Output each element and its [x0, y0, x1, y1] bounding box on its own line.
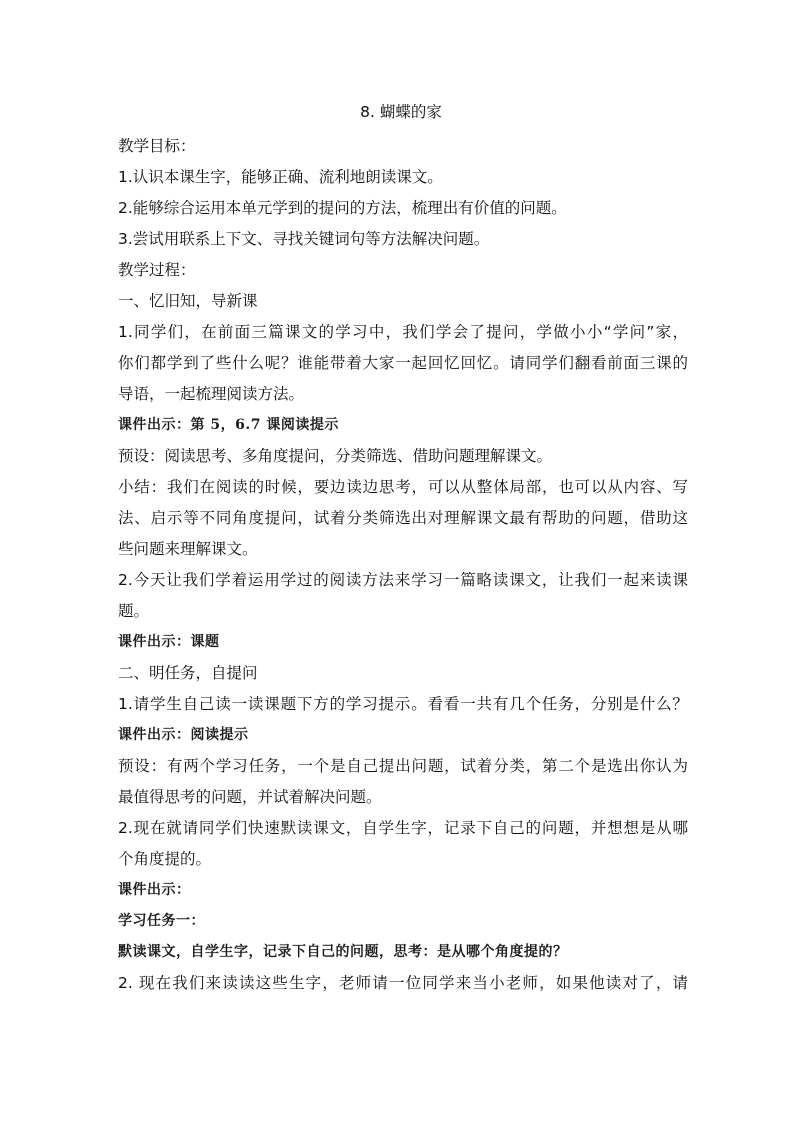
text-line-courseware: 课件出示：阅读提示 [118, 727, 249, 743]
text-line-courseware: 课件出示：课题 [118, 634, 220, 650]
document-title-text: 8. 蝴蝶的家 [360, 103, 442, 121]
text-line: 1.请学生自己读一读课题下方的学习提示。看看一共有几个任务，分别是什么？ [118, 695, 688, 713]
text-line: 导语，一起梳理阅读方法。 [118, 385, 305, 403]
text-line: 预设：阅读思考、多角度提问，分类筛选、借助问题理解课文。 [118, 447, 553, 465]
text-line: 2.现在就请同学们快速默读课文，自学生字，记录下自己的问题，并想想是从哪 [118, 819, 688, 837]
text-line-courseware: 课件出示： [118, 882, 191, 898]
text-line: 教学目标： [118, 137, 196, 155]
text-line: 2. 现在我们来读读这些生字，老师请一位同学来当小老师，如果他读对了，请 [118, 974, 688, 992]
text-line: 3.尝试用联系上下文、寻找关键词句等方法解决问题。 [118, 230, 490, 248]
text-line: 法、启示等不同角度提问，试着分类筛选出对理解课文最有帮助的问题，借助这 [118, 509, 688, 527]
text-line: 你们都学到了些什么呢？谁能带着大家一起回忆回忆。请同学们翻看前面三课的 [118, 354, 688, 372]
text-line: 1.认识本课生字，能够正确、流利地朗读课文。 [118, 168, 443, 186]
text-line: 一、忆旧知，导新课 [118, 292, 258, 310]
text-line: 小结：我们在阅读的时候，要边读边思考，可以从整体局部，也可以从内容、写 [118, 478, 688, 496]
text-line: 教学过程： [118, 261, 196, 279]
document-title [0, 101, 794, 123]
text-line: 2.能够综合运用本单元学到的提问的方法，梳理出有价值的问题。 [118, 199, 567, 217]
text-line: 个角度提的。 [118, 850, 212, 868]
text-line: 题。 [118, 602, 150, 620]
text-line-courseware: 默读课文，自学生字，记录下自己的问题，思考：是从哪个角度提的？ [118, 944, 568, 960]
text-line: 1.同学们，在前面三篇课文的学习中，我们学会了提问，学做小小“学问”家， [118, 323, 688, 341]
text-line: 2.今天让我们学着运用学过的阅读方法来学习一篇略读课文，让我们一起来读课 [118, 571, 688, 589]
text-line: 预设：有两个学习任务，一个是自己提出问题，试着分类，第二个是选出你认为 [118, 757, 688, 775]
text-line: 最值得思考的问题，并试着解决问题。 [118, 788, 382, 806]
text-line-courseware: 学习任务一： [118, 913, 205, 929]
text-line: 些问题来理解课文。 [118, 540, 258, 558]
text-line-courseware: 课件出示：第 5，6.7 课阅读提示 [118, 417, 339, 433]
text-line: 二、明任务，自提问 [118, 664, 258, 682]
